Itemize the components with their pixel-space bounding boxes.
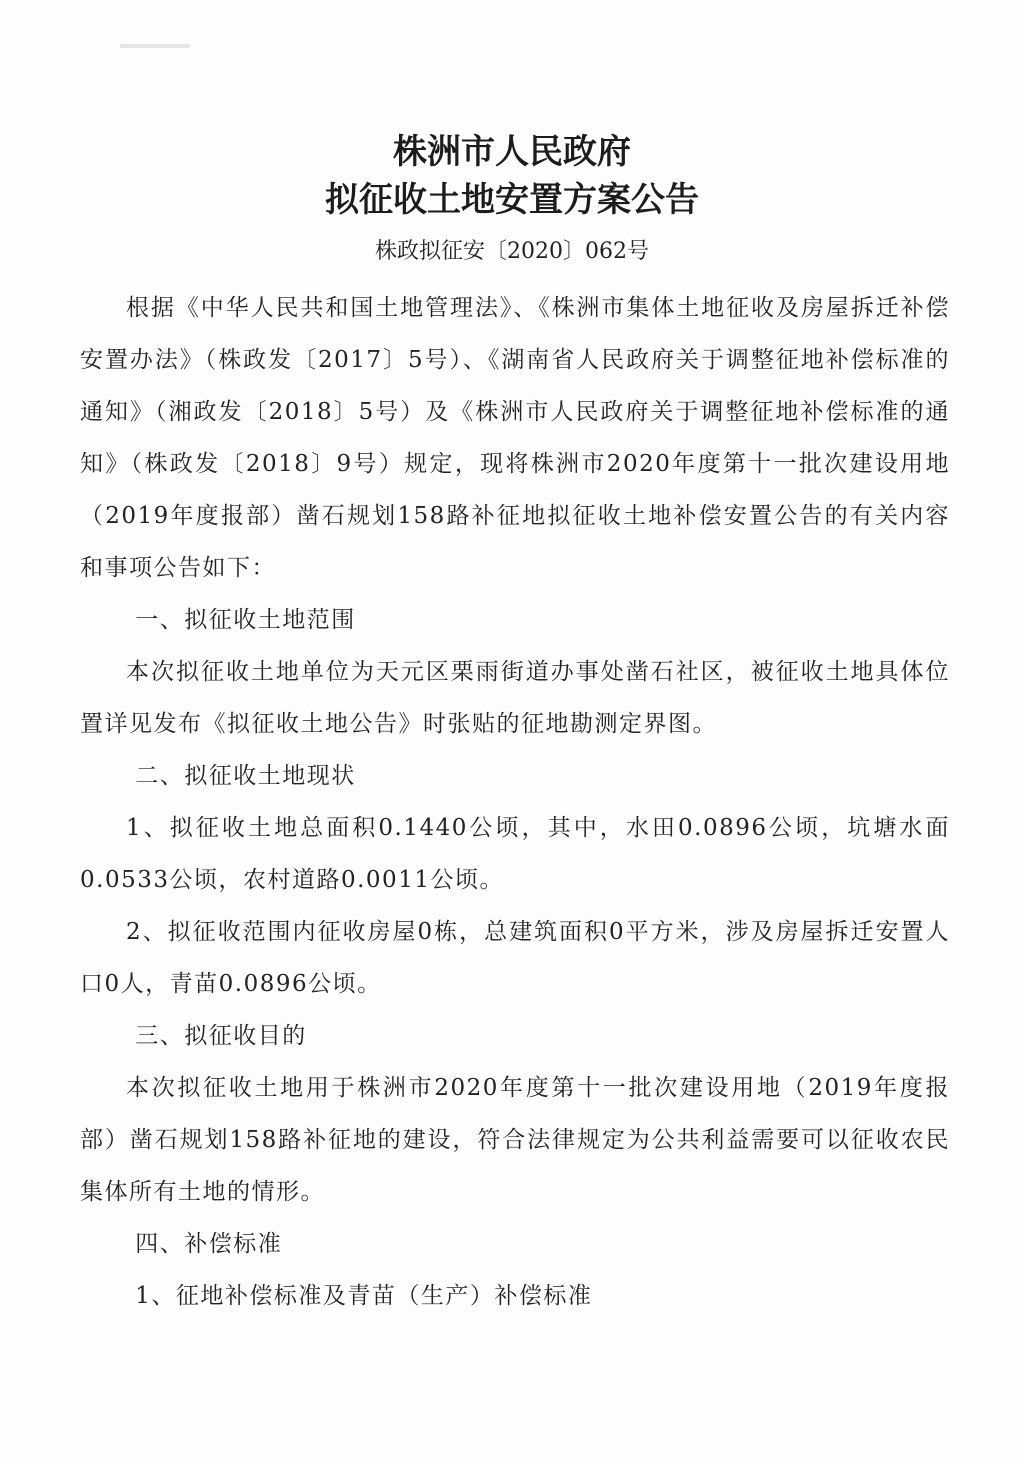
section-heading-status: 二、拟征收土地现状 [135,763,356,789]
section-heading-scope: 一、拟征收土地范围 [135,607,356,633]
paragraph-status-area: 1、拟征收土地总面积0.1440公顷，其中，水田0.0896公顷，坑塘水面0.0533公顷，农村道路0.0011公顷。 [80,815,950,893]
document-body [80,282,950,1322]
scan-smudge [120,44,190,48]
paragraph-scope: 本次拟征收土地单位为天元区栗雨街道办事处凿石社区，被征收土地具体位置详见发布《拟征收土地公告》时张贴的征地勘测定界图。 [80,659,950,737]
subheading-compensation-standard: 1、征地补偿标准及青苗（生产）补偿标准 [135,1283,593,1309]
document-title-line2: 拟征收土地安置方案公告 [325,180,699,220]
document-number: 株政拟征安〔2020〕062号 [375,239,649,264]
section-heading-purpose: 三、拟征收目的 [135,1023,307,1049]
document-title-line1: 株洲市人民政府 [393,132,631,172]
paragraph-legal-basis: 根据《中华人民共和国土地管理法》、《株洲市集体土地征收及房屋拆迁补偿安置办法》（株政发〔2017〕5号）、《湖南省人民政府关于调整征地补偿标准的通知》（湘政发〔2018〕5号）及《株洲市人民政府关于调整征地补偿标准的通知》（株政发〔2018〕9号）规定，现将株洲市2020年度第十一批次建设用地（2019年度报部）凿石规划158路补征地拟征收土地补偿安置公告的有关内容和事项公告如下： [80,295,950,581]
section-heading-compensation: 四、补偿标准 [135,1231,283,1257]
paragraph-status-housing: 2、拟征收范围内征收房屋0栋，总建筑面积0平方米，涉及房屋拆迁安置人口0人，青苗0.0896公顷。 [80,919,950,997]
paragraph-purpose: 本次拟征收土地用于株洲市2020年度第十一批次建设用地（2019年度报部）凿石规划158路补征地的建设，符合法律规定为公共利益需要可以征收农民集体所有土地的情形。 [80,1075,950,1205]
